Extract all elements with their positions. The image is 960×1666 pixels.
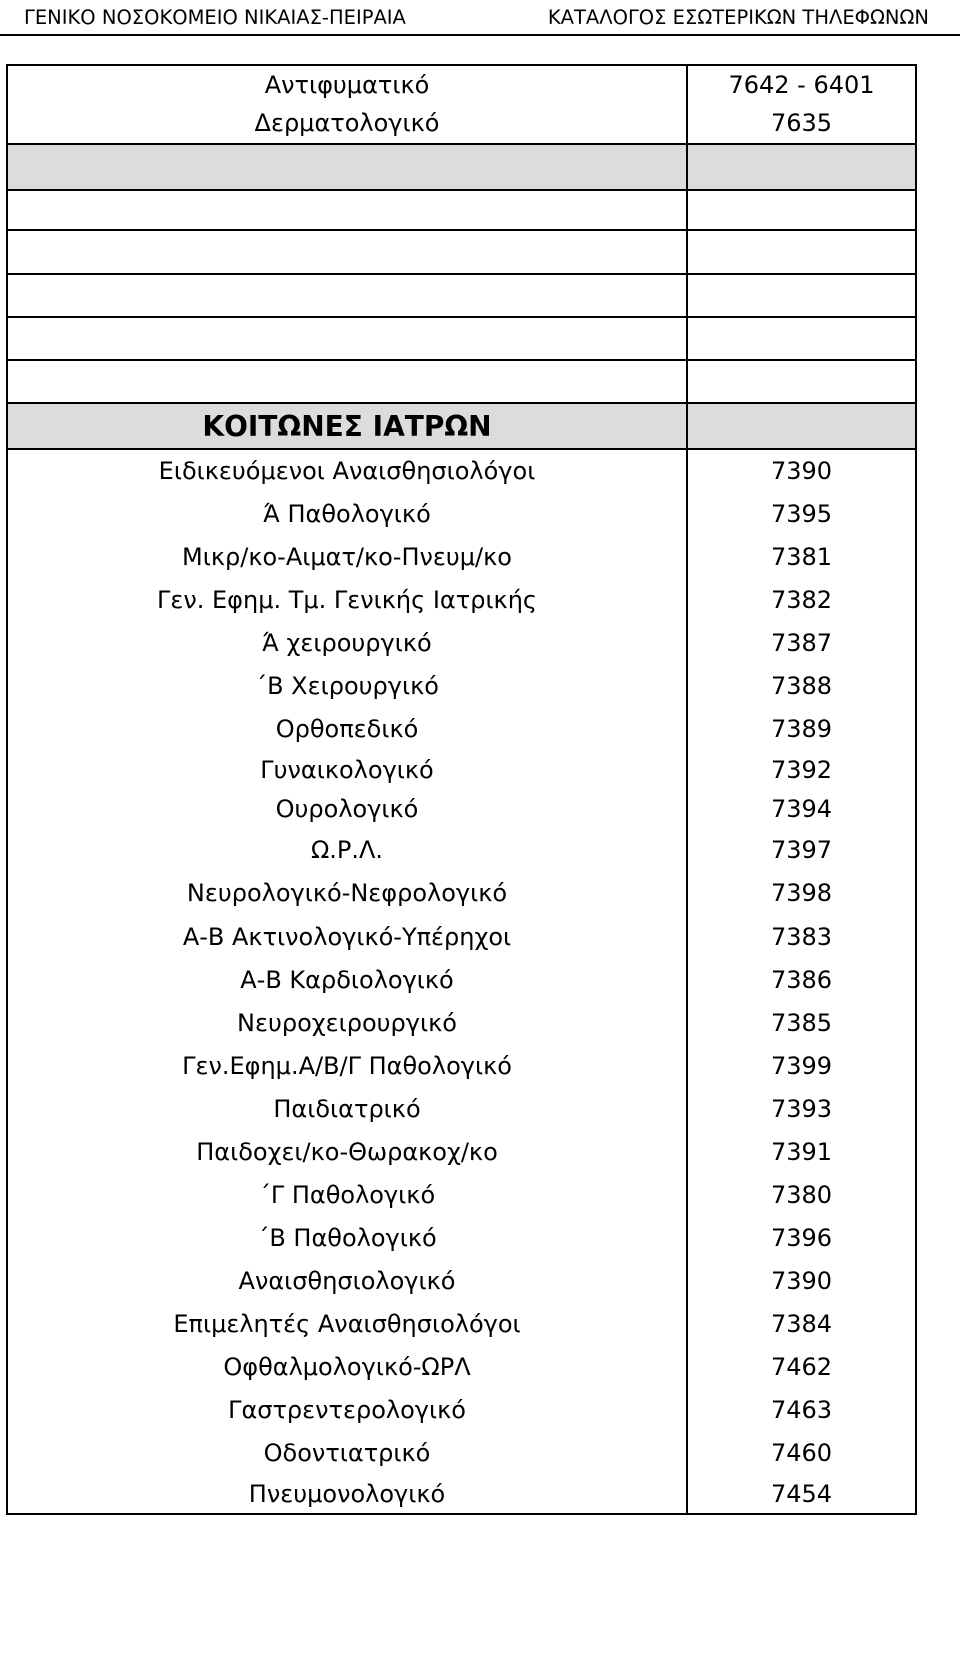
department-name: Γεν.Εφημ.Α/Β/Γ Παθολογικό [7,1044,687,1087]
extension-number: 7383 [687,915,916,958]
department-name: Ά Παθολογικό [7,492,687,535]
department-name: Α-Β Καρδιολογικό [7,958,687,1001]
section-heading-row [7,403,916,449]
table-row [7,621,916,664]
extension-number: 7390 [687,1259,916,1302]
extension-number: 7380 [687,1173,916,1216]
table-row [7,1216,916,1259]
table-row [7,230,916,274]
extension-number: 7462 [687,1345,916,1388]
department-name: Ουρολογικό [7,789,687,829]
department-name: ΄Β Χειρουργικό [7,664,687,707]
table-row [7,360,916,403]
extension-number [687,230,916,274]
department-name: Παιδοχει/κο-Θωρακοχ/κο [7,1130,687,1173]
section-heading: ΚΟΙΤΩΝΕΣ ΙΑΤΡΩΝ [7,403,687,449]
table-row [7,535,916,578]
extension-number: 7463 [687,1388,916,1431]
hospital-name: ΓΕΝΙΚΟ ΝΟΣΟΚΟΜΕΙΟ ΝΙΚΑΙΑΣ-ΠΕΙΡΑΙΑ [24,6,406,29]
department-name: Ω.Ρ.Λ. [7,829,687,871]
department-name: Γαστρεντερολογικό [7,1388,687,1431]
extension-number: 7393 [687,1087,916,1130]
table-row [7,1474,916,1514]
extension-number [687,360,916,403]
department-name: Αναισθησιολογικό [7,1259,687,1302]
table-row [7,664,916,707]
department-name: Επιμελητές Αναισθησιολόγοι [7,1302,687,1345]
table-row [7,1345,916,1388]
department-name: Μικρ/κο-Αιματ/κο-Πνευμ/κο [7,535,687,578]
department-name [7,230,687,274]
department-name: Ά χειρουργικό [7,621,687,664]
table-row [7,1388,916,1431]
extension-number: 7460 [687,1431,916,1474]
extension-number: 7396 [687,1216,916,1259]
table-row [7,1087,916,1130]
department-name: Ειδικευόμενοι Αναισθησιολόγοι [7,449,687,492]
department-name: Ορθοπεδικό [7,707,687,750]
extension-number: 7391 [687,1130,916,1173]
department-name: Γυναικολογικό [7,750,687,789]
extension-number: 7385 [687,1001,916,1044]
table-row [7,1259,916,1302]
table-row [7,1044,916,1087]
department-name [7,360,687,403]
table-row [7,1173,916,1216]
department-name: Νευροχειρουργικό [7,1001,687,1044]
department-name: Αντιφυματικό [7,65,687,103]
department-name: Α-Β Ακτινολογικό-Υπέρηχοι [7,915,687,958]
extension-number: 7382 [687,578,916,621]
table-row [7,317,916,360]
department-name [7,144,687,190]
table-row [7,707,916,750]
table-row [7,1130,916,1173]
extension-number: 7381 [687,535,916,578]
extension-number: 7394 [687,789,916,829]
department-name [7,190,687,230]
table-row [7,915,916,958]
phone-directory-table [6,64,917,1515]
table-row [7,871,916,915]
page-header [0,0,960,36]
table-row [7,103,916,144]
extension-number [687,144,916,190]
table-row [7,1302,916,1345]
extension-number: 7398 [687,871,916,915]
department-name: Πνευμονολογικό [7,1474,687,1514]
extension-number: 7392 [687,750,916,789]
table-row [7,578,916,621]
extension-number [687,403,916,449]
extension-number [687,274,916,317]
table-row [7,190,916,230]
department-name [7,274,687,317]
department-name: ΄Β Παθολογικό [7,1216,687,1259]
extension-number: 7399 [687,1044,916,1087]
table-row [7,449,916,492]
extension-number: 7390 [687,449,916,492]
table-row [7,829,916,871]
extension-number: 7397 [687,829,916,871]
department-name: Γεν. Εφημ. Τμ. Γενικής Ιατρικής [7,578,687,621]
table-row [7,958,916,1001]
table-row [7,1001,916,1044]
table-row [7,789,916,829]
table-row [7,492,916,535]
extension-number: 7635 [687,103,916,144]
department-name: Δερματολογικό [7,103,687,144]
extension-number: 7386 [687,958,916,1001]
department-name: Νευρολογικό-Νεφρολογικό [7,871,687,915]
extension-number: 7389 [687,707,916,750]
department-name [7,317,687,360]
table-row [7,1431,916,1474]
extension-number: 7388 [687,664,916,707]
directory-title: ΚΑΤΑΛΟΓΟΣ ΕΣΩΤΕΡΙΚΩΝ ΤΗΛΕΦΩΝΩΝ [547,6,929,29]
extension-number: 7454 [687,1474,916,1514]
table-row [7,750,916,789]
department-name: ΄Γ Παθολογικό [7,1173,687,1216]
department-name: Οδοντιατρικό [7,1431,687,1474]
extension-number: 7395 [687,492,916,535]
extension-number [687,190,916,230]
department-name: Οφθαλμολογικό-ΩΡΛ [7,1345,687,1388]
extension-number: 7384 [687,1302,916,1345]
extension-number: 7642 - 6401 [687,65,916,103]
table-row [7,274,916,317]
extension-number [687,317,916,360]
department-name: Παιδιατρικό [7,1087,687,1130]
table-row [7,144,916,190]
extension-number: 7387 [687,621,916,664]
table-row [7,65,916,103]
